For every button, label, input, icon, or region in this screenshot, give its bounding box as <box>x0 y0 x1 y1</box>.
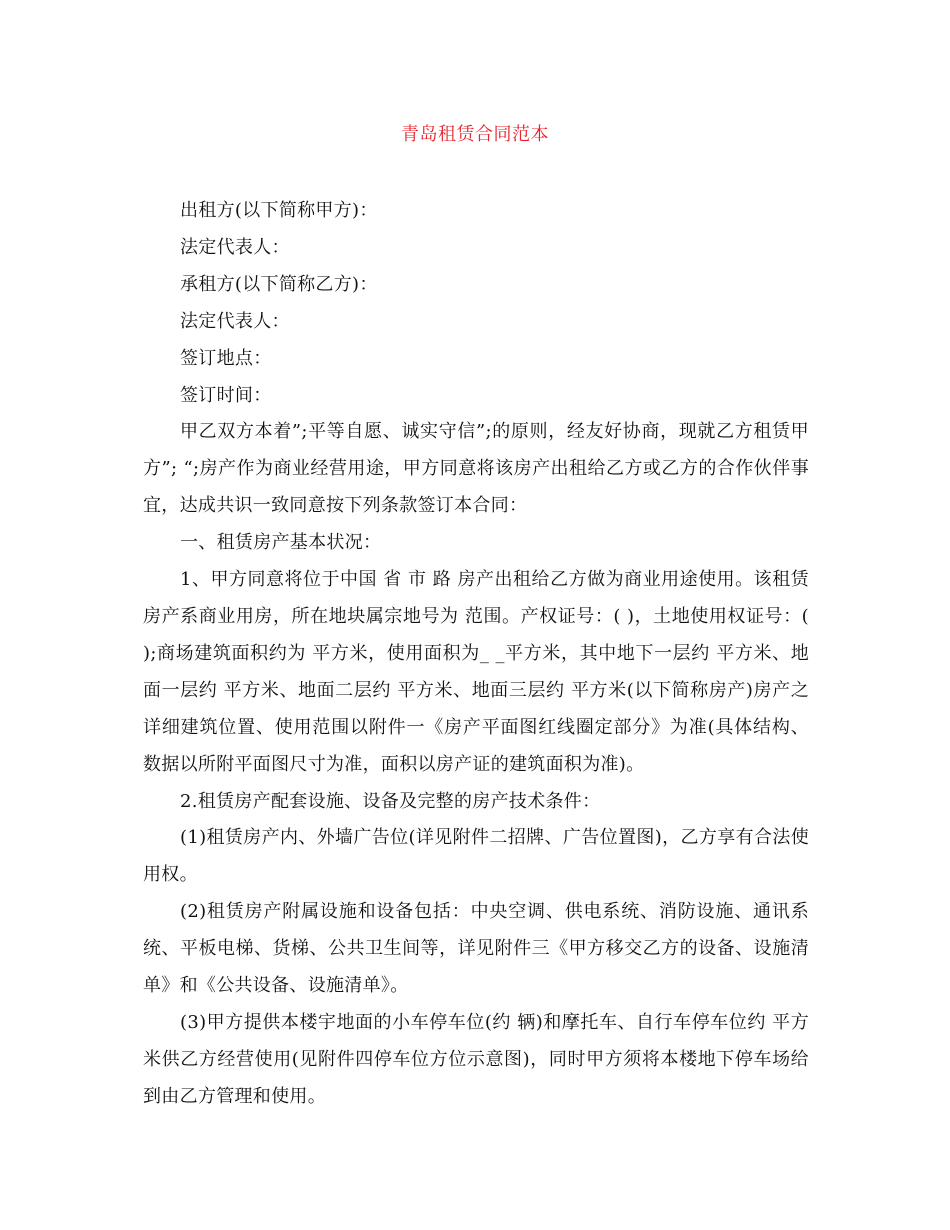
signing-time-line: 签订时间： <box>180 384 272 406</box>
lessor-line: 出租方(以下简称甲方)： <box>180 200 378 221</box>
lessee-line: 承租方(以下简称乙方)： <box>180 273 378 295</box>
lessor-representative-line: 法定代表人： <box>180 236 290 258</box>
preamble-paragraph: 甲乙双方本着”;平等自愿、诚实守信”;的原则，经友好协商，现就乙方租赁甲方”; “;房产作为商业经营用途，甲方同意将该房产出租给乙方或乙方的合作伙伴事宜，达成共识一致同意按下列条款签订本合同： <box>143 421 809 517</box>
clause-1-paragraph: 1、甲方同意将位于中国 省 市 路 房产出租给乙方做为商业用途使用。该租赁房产系商业用房，所在地块属宗地号为 范围。产权证号：( )，土地使用权证号：( );商场建筑面积约为 平方米，使用面积为_ _平方米，其中地下一层约 平方米、地面一层约 平方米、地面二层约 平方米、地面三层约 平方米(以下简称房产)房产之详细建筑位置、使用范围以附件一《房产平面图红线圈定部分》为准(具体结构、数据以所附平面图尺寸为准，面积以房产证的建筑面积为准)。 <box>143 569 809 775</box>
document-body <box>143 193 809 1116</box>
clause-2-heading: 2.租赁房产配套设施、设备及完整的房产技术条件： <box>180 790 601 812</box>
section-heading-1: 一、租赁房产基本状况： <box>180 532 382 554</box>
signing-place-line: 签订地点： <box>180 347 272 369</box>
clause-2-item-2: (2)租赁房产附属设施和设备包括：中央空调、供电系统、消防设施、通讯系统、平板电梯、货梯、公共卫生间等，详见附件三《甲方移交乙方的设备、设施清单》和《公共设备、设施清单》。 <box>143 901 809 997</box>
clause-2-item-1: (1)租赁房产内、外墙广告位(详见附件二招牌、广告位置图)，乙方享有合法使用权。 <box>143 827 809 886</box>
lessee-representative-line: 法定代表人： <box>180 310 290 332</box>
clause-2-item-3: (3)甲方提供本楼宇地面的小车停车位(约 辆)和摩托车、自行车停车位约 平方米供乙方经营使用(见附件四停车位方位示意图)，同时甲方须将本楼地下停车场给到由乙方管理和使用。 <box>143 1011 809 1107</box>
document-title: 青岛租赁合同范本 <box>401 124 549 145</box>
